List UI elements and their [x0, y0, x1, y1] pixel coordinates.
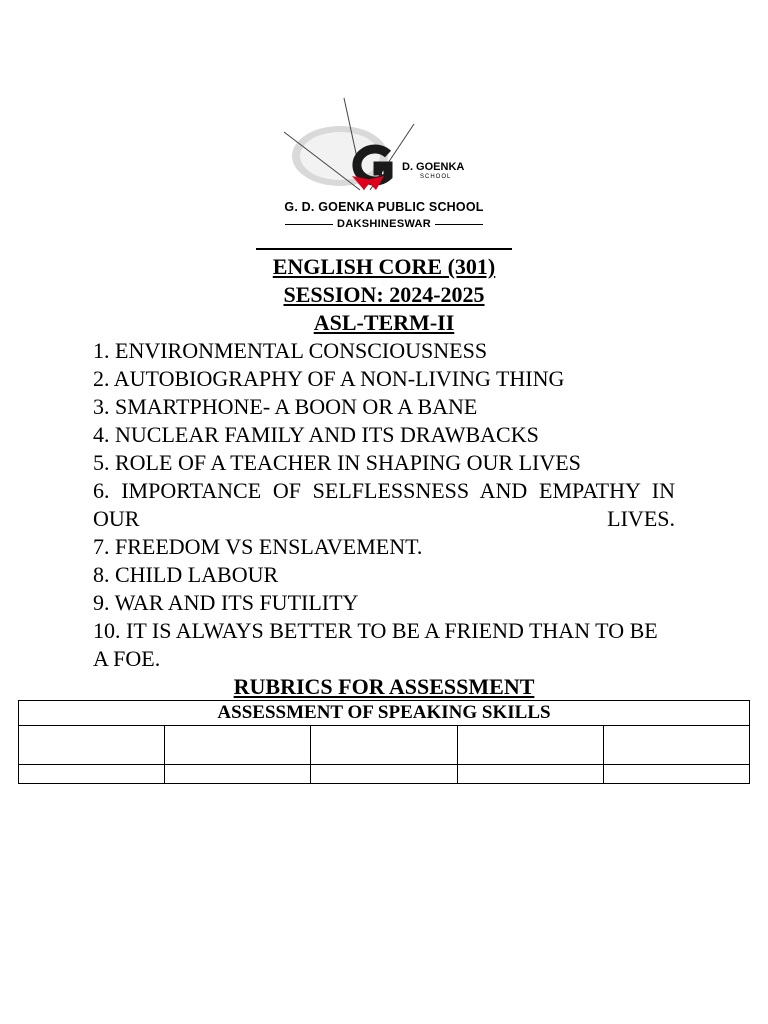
header-divider	[256, 248, 512, 250]
table-row	[19, 765, 750, 784]
table-row	[19, 701, 750, 726]
list-item: 4. NUCLEAR FAMILY AND ITS DRAWBACKS	[93, 422, 539, 447]
table-cell	[19, 765, 165, 784]
table-cell	[311, 726, 457, 765]
rubrics-heading: RUBRICS FOR ASSESSMENT	[233, 674, 535, 699]
school-logo	[268, 96, 500, 236]
session-heading: SESSION: 2024-2025	[283, 282, 485, 307]
table-cell	[603, 726, 749, 765]
list-item: 3. SMARTPHONE- A BOON OR A BANE	[93, 394, 478, 419]
logo-emblem-icon	[268, 96, 500, 200]
topic-list	[93, 337, 675, 673]
course-heading: ENGLISH CORE (301)	[272, 254, 496, 279]
table-cell	[457, 765, 603, 784]
table-title: ASSESSMENT OF SPEAKING SKILLS	[19, 701, 750, 726]
list-item: 9. WAR AND ITS FUTILITY	[93, 590, 359, 615]
table-row	[19, 726, 750, 765]
school-branch	[268, 218, 500, 230]
term-heading: ASL-TERM-II	[313, 310, 455, 335]
table-cell	[457, 726, 603, 765]
logo-brand-text: D. GOENKA	[402, 161, 465, 173]
school-name: G. D. GOENKA PUBLIC SCHOOL	[284, 200, 484, 214]
rubric-table	[18, 700, 750, 784]
table-cell	[19, 726, 165, 765]
table-cell	[311, 765, 457, 784]
list-item: 5. ROLE OF A TEACHER IN SHAPING OUR LIVES	[93, 450, 581, 475]
table-cell	[165, 765, 311, 784]
list-item: 10. IT IS ALWAYS BETTER TO BE A FRIEND THAN TO BE A FOE.	[93, 618, 658, 671]
branch-label: DAKSHINESWAR	[336, 218, 432, 230]
list-item: 8. CHILD LABOUR	[93, 562, 279, 587]
list-item: 7. FREEDOM VS ENSLAVEMENT.	[93, 534, 423, 559]
table-cell	[165, 726, 311, 765]
table-cell	[603, 765, 749, 784]
list-item: 6. IMPORTANCE OF SELFLESSNESS AND EMPATHY IN OUR LIVES.	[93, 478, 675, 531]
logo-sub-text: SCHOOL	[420, 174, 452, 180]
list-item: 2. AUTOBIOGRAPHY OF A NON-LIVING THING	[93, 366, 565, 391]
list-item: 1. ENVIRONMENTAL CONSCIOUSNESS	[93, 338, 488, 363]
